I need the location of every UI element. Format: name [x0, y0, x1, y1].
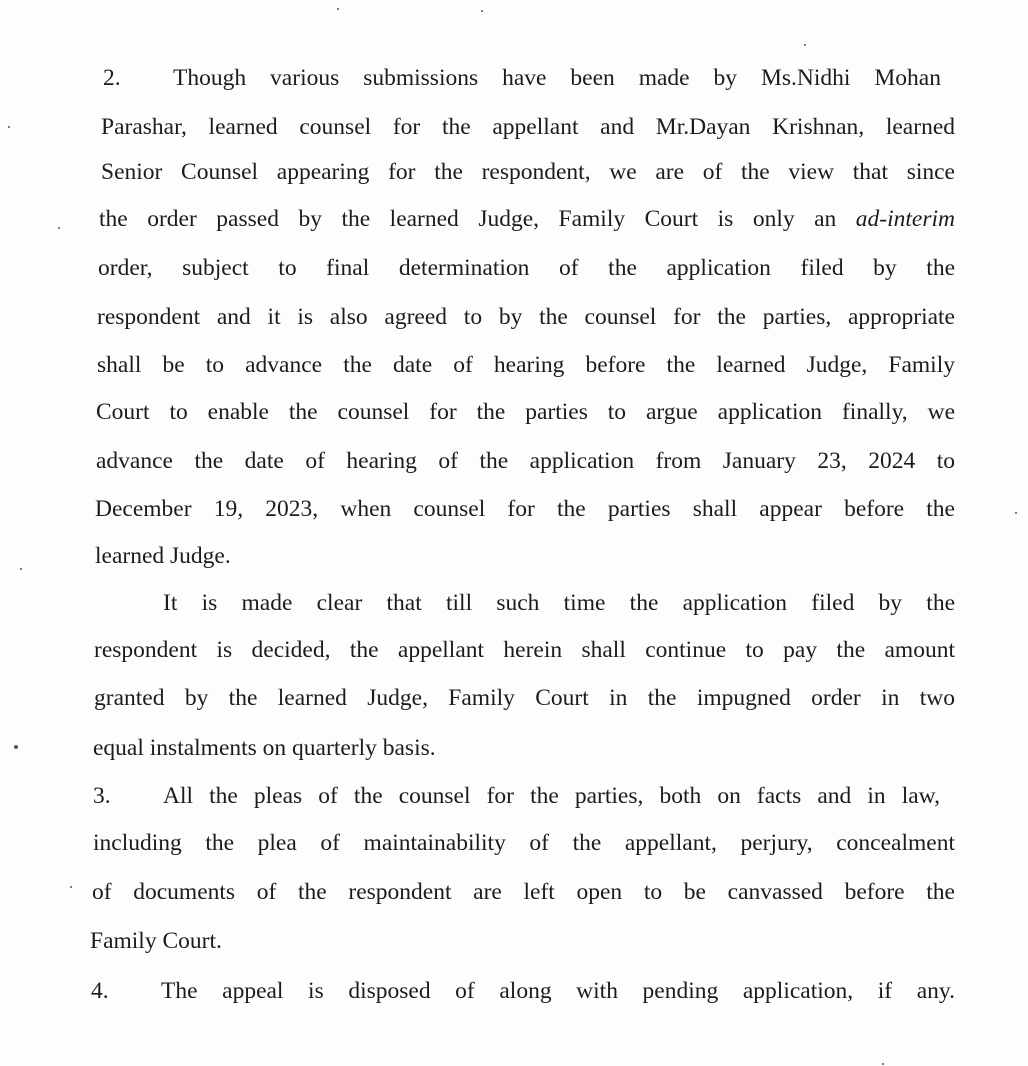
paragraph-3-line-3: of documents of the respondent are left open to be canvassed before the	[92, 879, 955, 905]
paragraph-2b-line-4: equal instalments on quarterly basis.	[93, 735, 436, 761]
paragraph-2-text: Though various submissions have been made by Ms.Nidhi Mohan	[173, 65, 941, 91]
paragraph-4-line-1	[91, 976, 955, 1006]
paragraph-4-number: 4.	[91, 978, 109, 1004]
paragraph-2b-line-2: respondent is decided, the appellant herein shall continue to pay the amount	[94, 637, 955, 663]
paragraph-2-line-1	[103, 63, 941, 93]
scan-speck	[14, 745, 18, 749]
paragraph-2-line-4	[99, 204, 955, 234]
paragraph-2-line-8: Court to enable the counsel for the parties to argue application finally, we	[96, 399, 955, 425]
scan-speck	[481, 10, 483, 12]
paragraph-2-line-9: advance the date of hearing of the application from January 23, 2024 to	[96, 448, 955, 474]
scan-speck	[1015, 512, 1017, 514]
paragraph-2b-line-1: It is made clear that till such time the application filed by the	[163, 590, 955, 616]
scan-speck	[58, 227, 60, 229]
paragraph-2-line-7: shall be to advance the date of hearing before the learned Judge, Family	[97, 352, 955, 378]
scan-speck	[804, 44, 806, 46]
paragraph-2-line-11: learned Judge.	[95, 543, 231, 569]
paragraph-2-line-10: December 19, 2023, when counsel for the parties shall appear before the	[95, 496, 955, 522]
paragraph-3-text: All the pleas of the counsel for the parties, both on facts and in law,	[163, 783, 940, 809]
scan-speck	[882, 1063, 884, 1065]
paragraph-3-line-2: including the plea of maintainability of the appellant, perjury, concealment	[93, 830, 955, 856]
paragraph-2-line-4-text: the order passed by the learned Judge, Family Court is only an	[99, 206, 856, 232]
scan-speck	[20, 568, 22, 570]
paragraph-3-line-1	[93, 781, 940, 811]
scan-speck	[70, 886, 72, 888]
paragraph-2-line-5: order, subject to final determination of the application filed by the	[98, 255, 955, 281]
ad-interim-italic: ad-interim	[855, 206, 955, 232]
paragraph-2b-line-3: granted by the learned Judge, Family Court in the impugned order in two	[94, 685, 955, 711]
paragraph-2-line-2: Parashar, learned counsel for the appellant and Mr.Dayan Krishnan, learned	[101, 114, 955, 140]
paragraph-2-number: 2.	[103, 65, 121, 91]
scan-speck	[8, 126, 10, 128]
paragraph-2-line-6: respondent and it is also agreed to by the counsel for the parties, appropriate	[97, 304, 955, 330]
scan-speck	[337, 8, 339, 10]
paragraph-4-text: The appeal is disposed of along with pending application, if any.	[161, 978, 955, 1004]
paragraph-3-number: 3.	[93, 783, 111, 809]
paragraph-3-line-4: Family Court.	[90, 928, 222, 954]
paragraph-2-line-3: Senior Counsel appearing for the respondent, we are of the view that since	[101, 159, 955, 185]
